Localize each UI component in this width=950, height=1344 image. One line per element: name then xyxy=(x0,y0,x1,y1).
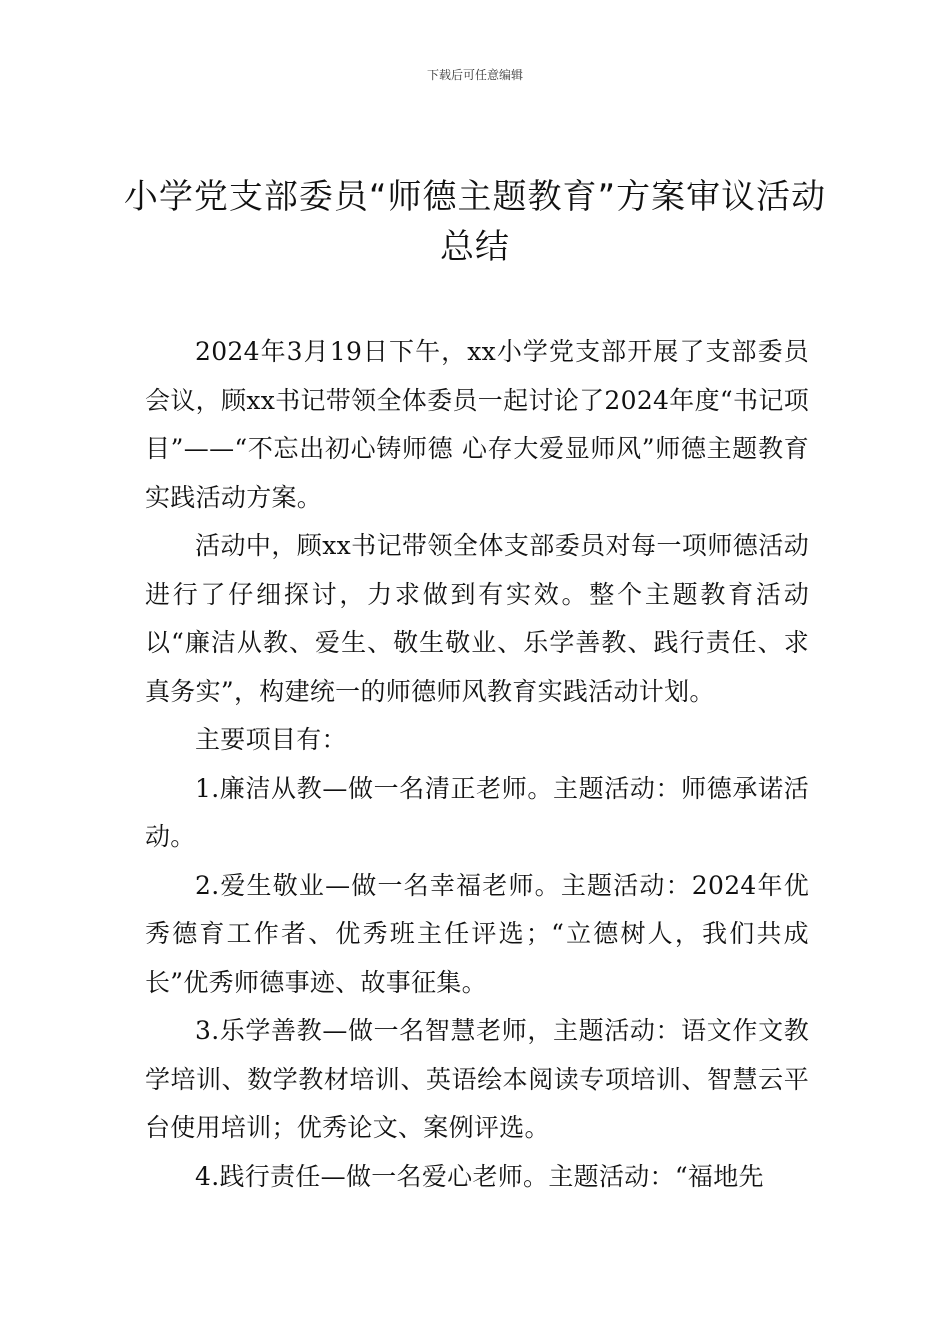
paragraph-project-4: 4.践行责任—做一名爱心老师。主题活动：“福地先 xyxy=(195,1161,764,1191)
paragraph-projects-heading: 主要项目有： xyxy=(195,725,347,754)
paragraph-project-1: 1.廉洁从教—做一名清正老师。主题活动：师德承诺活动。 xyxy=(145,773,809,851)
paragraph-intro: 2024年3月19日下午，xx小学党支部开展了支部委员会议，顾xx书记带领全体委员一起讨论了2024年度“书记项目”——“不忘出初心铸师德 心存大爱显师风”师德主题教育实践活动方案。 xyxy=(145,337,809,512)
paragraph-project-2: 2.爱生敬业—做一名幸福老师。主题活动：2024年优秀德育工作者、优秀班主任评选；“立德树人，我们共成长”优秀师德事迹、故事征集。 xyxy=(145,870,809,997)
paragraph-project-3: 3.乐学善教—做一名智慧老师，主题活动：语文作文教学培训、数学教材培训、英语绘本阅读专项培训、智慧云平台使用培训；优秀论文、案例评选。 xyxy=(145,1016,809,1142)
document-title: 小学党支部委员“师德主题教育”方案审议活动总结 xyxy=(123,177,827,267)
page-header-note: 下载后可任意编辑 xyxy=(426,68,523,82)
document-body xyxy=(145,328,809,1201)
paragraph-activity: 活动中，顾xx书记带领全体支部委员对每一项师德活动进行了仔细探讨，力求做到有实效。整个主题教育活动以“廉洁从教、爱生、敬生敬业、乐学善教、践行责任、求真务实”，构建统一的师德师风教育实践活动计划。 xyxy=(145,531,809,706)
